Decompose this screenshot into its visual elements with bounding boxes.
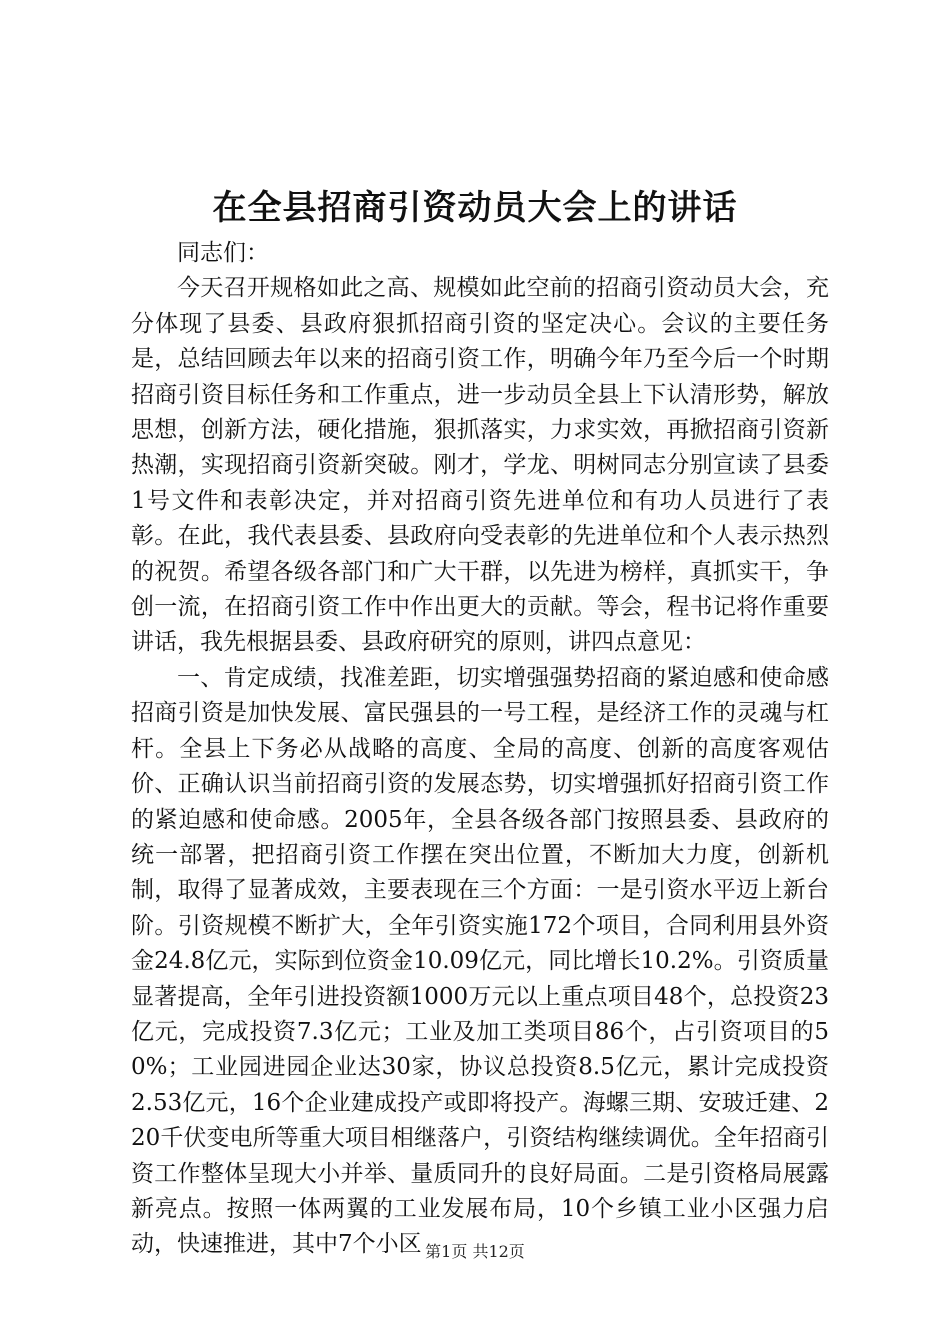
document-title: 在全县招商引资动员大会上的讲话 bbox=[212, 188, 738, 228]
section-one-paragraph: 一、肯定成绩，找准差距，切实增强强势招商的紧迫感和使命感招商引资是加快发展、富民强县的一号工程，是经济工作的灵魂与杠杆。全县上下务必从战略的高度、全局的高度、创新的高度客观估价、正确认识当前招商引资的发展态势，切实增强抓好招商引资工作的紧迫感和使命感。2005年，全县各级各部门按照县委、县政府的统一部署，把招商引资工作摆在突出位置，不断加大力度，创新机制，取得了显著成效，主要表现在三个方面：一是引资水平迈上新台阶。引资规模不断扩大，全年引资实施172个项目，合同利用县外资金24.8亿元，实际到位资金10.09亿元，同比增长10.2%。引资质量显著提高，全年引进投资额1000万元以上重点项目48个，总投资23亿元，完成投资7.3亿元；工业及加工类项目86个，占引资项目的50%；工业园进园企业达30家，协议总投资8.5亿元，累计完成投资2.53亿元，16个企业建成投产或即将投产。海螺三期、安玻迁建、220千伏变电所等重大项目相继落户，引资结构继续调优。全年招商引资工作整体呈现大小并举、量质同升的良好局面。二是引资格局展露新亮点。按照一体两翼的工业发展布局，10个乡镇工业小区强力启动，快速推进，其中7个小区 bbox=[131, 664, 829, 1258]
opening-paragraph: 今天召开规格如此之高、规模如此空前的招商引资动员大会，充分体现了县委、县政府狠抓招商引资的坚定决心。会议的主要任务是，总结回顾去年以来的招商引资工作，明确今年乃至今后一个时期招商引资目标任务和工作重点，进一步动员全县上下认清形势，解放思想，创新方法，硬化措施，狠抓落实，力求实效，再掀招商引资新热潮，实现招商引资新突破。刚才，学龙、明树同志分别宣读了县委1号文件和表彰决定，并对招商引资先进单位和有功人员进行了表彰。在此，我代表县委、县政府向受表彰的先进单位和个人表示热烈的祝贺。希望各级各部门和广大干群，以先进为榜样，真抓实干，争创一流，在招商引资工作中作出更大的贡献。等会，程书记将作重要讲话，我先根据县委、县政府研究的原则，讲四点意见： bbox=[131, 275, 829, 656]
page-footer: 第1页 共12页 bbox=[425, 1242, 525, 1261]
document-body bbox=[131, 236, 829, 1263]
salutation-paragraph: 同志们： bbox=[177, 240, 269, 266]
